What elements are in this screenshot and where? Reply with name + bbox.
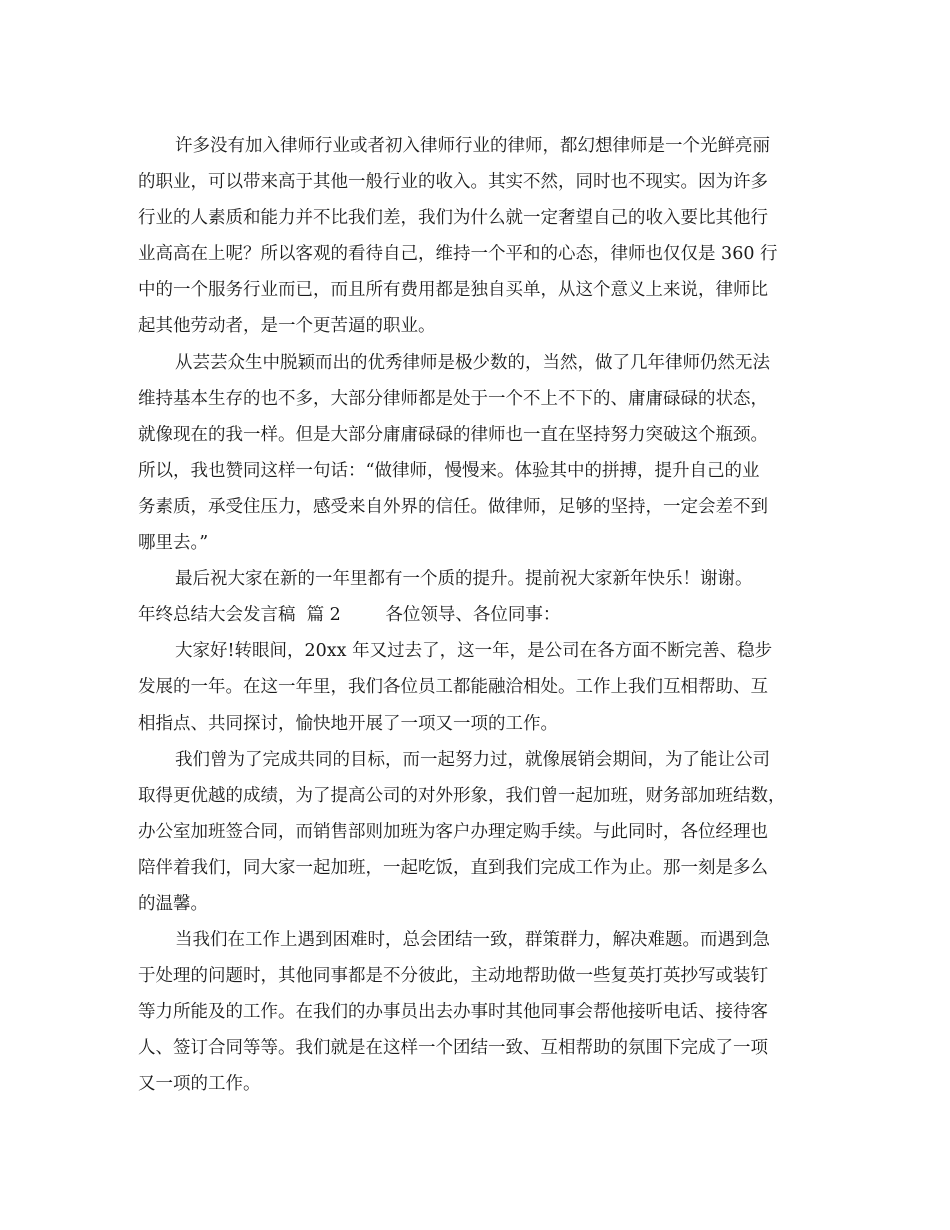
paragraph-line: 于处理的问题时，其他同事都是不分彼此，主动地帮助做一些复英打英抄写或装钉	[138, 966, 768, 987]
paragraph-line: 等力所能及的工作。在我们的办事员出去办事时其他同事会帮他接听电话、接待客	[138, 1002, 768, 1023]
paragraph-line: 的温馨。	[138, 893, 208, 914]
paragraph-line: 又一项的工作。	[138, 1074, 261, 1095]
paragraph-line: 哪里去。”	[138, 533, 209, 554]
paragraph-line: 的职业，可以带来高于其他一般行业的收入。其实不然，同时也不现实。因为许多	[138, 172, 768, 193]
paragraph-line: 办公室加班签合同，而销售部则加班为客户办理定购手续。与此同时，各位经理也	[138, 821, 768, 842]
paragraph-line: 业高高在上呢？所以客观的看待自己，维持一个平和的心态，律师也仅仅是 360 行	[138, 244, 778, 265]
paragraph-line: 大家好!转眼间，20xx 年又过去了，这一年，是公司在各方面不断完善、稳步	[175, 641, 773, 662]
paragraph-line: 维持基本生存的也不多，大部分律师都是处于一个不上不下的、庸庸碌碌的状态，	[138, 388, 768, 409]
paragraph-line: 就像现在的我一样。但是大部分庸庸碌碌的律师也一直在坚持努力突破这个瓶颈。	[138, 424, 768, 445]
paragraph-line: 陪伴着我们，同大家一起加班，一起吃饭，直到我们完成工作为止。那一刻是多么	[138, 857, 768, 878]
paragraph-line: 所以，我也赞同这样一句话：“做律师，慢慢来。体验其中的拼搏，提升自己的业	[138, 460, 760, 481]
paragraph-line: 从芸芸众生中脱颖而出的优秀律师是极少数的，当然，做了几年律师仍然无法	[175, 352, 770, 373]
paragraph-line: 当我们在工作上遇到困难时，总会团结一致，群策群力，解决难题。而遇到急	[175, 930, 770, 951]
paragraph-line: 中的一个服务行业而已，而且所有费用都是独自买单，从这个意义上来说，律师比	[138, 280, 768, 301]
document-body	[138, 128, 814, 1103]
paragraph-line: 我们曾为了完成共同的目标，而一起努力过，就像展销会期间，为了能让公司	[175, 749, 770, 770]
paragraph-line: 起其他劳动者，是一个更苦逼的职业。	[138, 316, 436, 337]
paragraph-line: 最后祝大家在新的一年里都有一个质的提升。提前祝大家新年快乐！谢谢。	[175, 569, 753, 590]
paragraph-line: 行业的人素质和能力并不比我们差，我们为什么就一定奢望自己的收入要比其他行	[138, 208, 768, 229]
paragraph-line: 发展的一年。在这一年里，我们各位员工都能融洽相处。工作上我们互相帮助、互	[138, 677, 768, 698]
paragraph-line: 相指点、共同探讨，愉快地开展了一项又一项的工作。	[138, 713, 558, 734]
paragraph-line: 人、签订合同等等。我们就是在这样一个团结一致、互相帮助的氛围下完成了一项	[138, 1038, 768, 1059]
paragraph-line: 取得更优越的成绩，为了提高公司的对外形象，我们曾一起加班，财务部加班结数，	[138, 785, 786, 806]
paragraph-line: 许多没有加入律师行业或者初入律师行业的律师，都幻想律师是一个光鲜亮丽	[175, 136, 770, 156]
paragraph-line: 务素质，承受住压力，感受来自外界的信任。做律师，足够的坚持，一定会差不到	[138, 496, 768, 517]
section-heading: 年终总结大会发言稿 篇 2 各位领导、各位同事：	[138, 605, 561, 626]
